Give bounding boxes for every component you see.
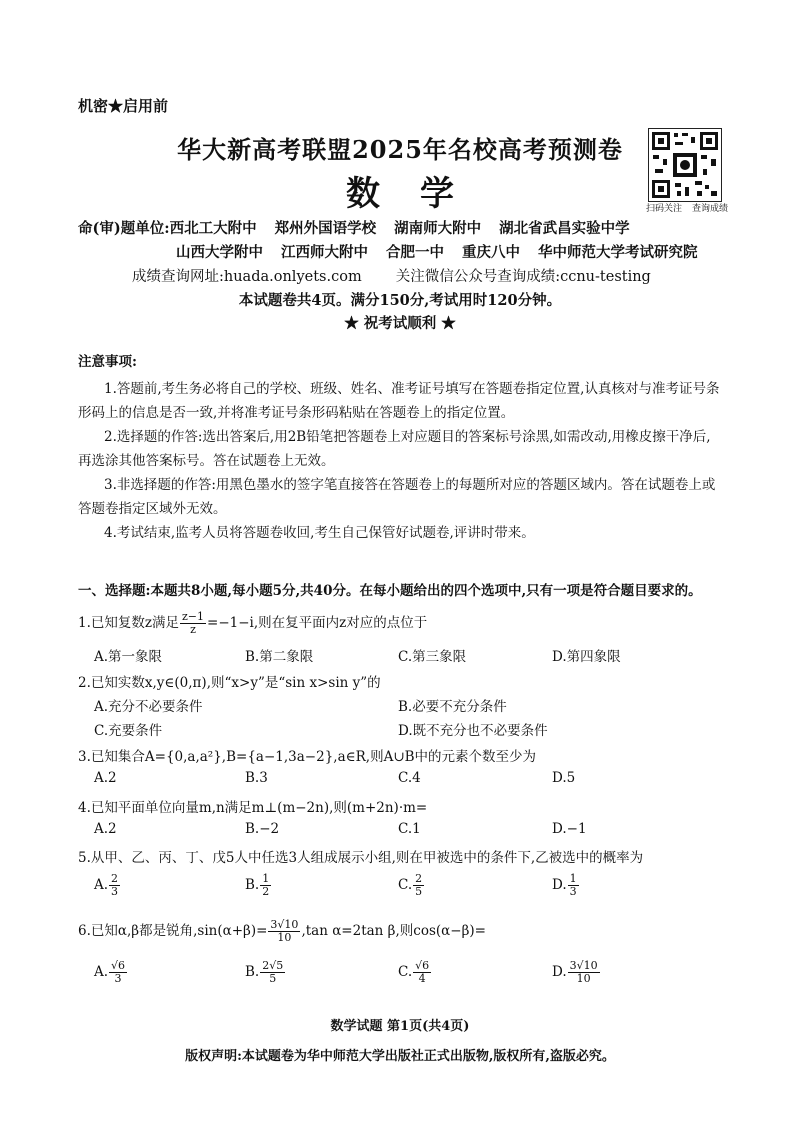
option-b: B. $\frac{1}{2}$	[245, 872, 270, 898]
option-d: D.5	[552, 770, 576, 786]
option-b: B.第二象限	[245, 649, 314, 665]
lookup-website: 成绩查询网址:huada.onlyets.com	[132, 269, 362, 285]
note-item: 1.答题前,考生务必将自己的学校、班级、姓名、准考证号填写在答题卷指定位置,认真核对与准考证号条形码上的信息是否一致,并将准考证号条形码粘贴在答题卷上的指定位置。	[78, 381, 720, 421]
section-heading: 一、选择题:本题共8小题,每小题5分,共40分。在每小题给出的四个选项中,只有一项是符合题目要求的。	[78, 583, 702, 599]
note-item: 3.非选择题的作答:用黑色墨水的签字笔直接答在答题卷上的每题所对应的答题区域内。答在试题卷上或答题卷指定区域外无效。	[78, 477, 716, 517]
note-item: 2.选择题的作答:选出答案后,用2B铅笔把答题卷上对应题目的答案标号涂黑,如需改动,用橡皮擦干净后,再选涂其他答案标号。答在试题卷上无效。	[78, 429, 711, 469]
fraction: $\frac{3√10}{10}$	[270, 918, 299, 944]
good-luck-line: ★ 祝考试顺利 ★	[344, 315, 456, 332]
option-d: D. $\frac{3√10}{10}$	[552, 959, 598, 985]
option-b: B.3	[245, 770, 268, 786]
copyright-notice: 版权声明:本试题卷为华中师范大学出版社正式出版物,版权所有,盗版必究。	[185, 1049, 615, 1064]
option-d: D.−1	[552, 821, 587, 837]
question-4: 4.已知平面单位向量m,n满足m⊥(m−2n),则(m+2n)·m=	[78, 800, 428, 816]
option-a: A.2	[94, 821, 117, 837]
exam-title: 华大新高考联盟2025年名校高考预测卷	[177, 135, 623, 164]
organizers-line-1: 命(审)题单位:西北工大附中 郑州外国语学校 湖南师大附中 湖北省武昌实验中学	[78, 220, 630, 237]
question-1: 1.已知复数z满足 $\frac{z-1}{z}$ =−1−i,则在复平面内z对应的点位于	[78, 610, 428, 636]
organizers-line-2: 山西大学附中 江西师大附中 合肥一中 重庆八中 华中师范大学考试研究院	[176, 244, 698, 261]
option-b: B.−2	[245, 821, 280, 837]
subject-title: 数学	[346, 174, 494, 214]
question-3: 3.已知集合A={0,a,a²},B={a−1,3a−2},a∈R,则A∪B中的元素个数至少为	[78, 749, 537, 765]
option-c: C.1	[398, 821, 421, 837]
option-d: D.既不充分也不必要条件	[398, 723, 548, 739]
option-b: B. $\frac{2√5}{5}$	[245, 959, 284, 985]
exam-info: 本试题卷共4页。满分150分,考试用时120分钟。	[238, 292, 562, 309]
page-footer: 数学试题 第1页(共4页)	[330, 1019, 470, 1034]
option-a: A.2	[94, 770, 117, 786]
option-c: C.第三象限	[398, 649, 467, 665]
option-a: A.充分不必要条件	[94, 699, 203, 715]
option-c: C.充要条件	[94, 723, 163, 739]
fraction: $\frac{z-1}{z}$	[182, 610, 205, 636]
option-c: C.4	[398, 770, 421, 786]
question-5: 5.从甲、乙、丙、丁、戊5人中任选3人组成展示小组,则在甲被选中的条件下,乙被选中的概率为	[78, 850, 644, 866]
confidential-label: 机密★启用前	[78, 97, 169, 115]
option-c: C. $\frac{√6}{4}$	[398, 959, 430, 985]
lookup-wechat: 关注微信公众号查询成绩:ccnu-testing	[395, 269, 651, 285]
option-a: A. $\frac{2}{3}$	[94, 872, 119, 898]
qr-code-icon	[648, 128, 722, 202]
question-2: 2.已知实数x,y∈(0,π),则“x>y”是“sin x>sin y”的	[78, 675, 381, 691]
option-a: A.第一象限	[94, 649, 163, 665]
option-c: C. $\frac{2}{5}$	[398, 872, 423, 898]
option-d: D. $\frac{1}{3}$	[552, 872, 577, 898]
notes-title: 注意事项:	[78, 354, 137, 370]
question-6: 6.已知α,β都是锐角,sin(α+β)= $\frac{3√10}{10}$ ,tan α=2tan β,则cos(α−β)=	[78, 918, 486, 944]
option-b: B.必要不充分条件	[398, 699, 507, 715]
option-d: D.第四象限	[552, 649, 621, 665]
option-a: A. $\frac{√6}{3}$	[94, 959, 126, 985]
note-item: 4.考试结束,监考人员将答题卷收回,考生自己保管好试题卷,评讲时带来。	[104, 525, 535, 541]
score-lookup	[132, 265, 685, 286]
qr-caption: 扫码关注 查询成绩	[646, 204, 729, 214]
